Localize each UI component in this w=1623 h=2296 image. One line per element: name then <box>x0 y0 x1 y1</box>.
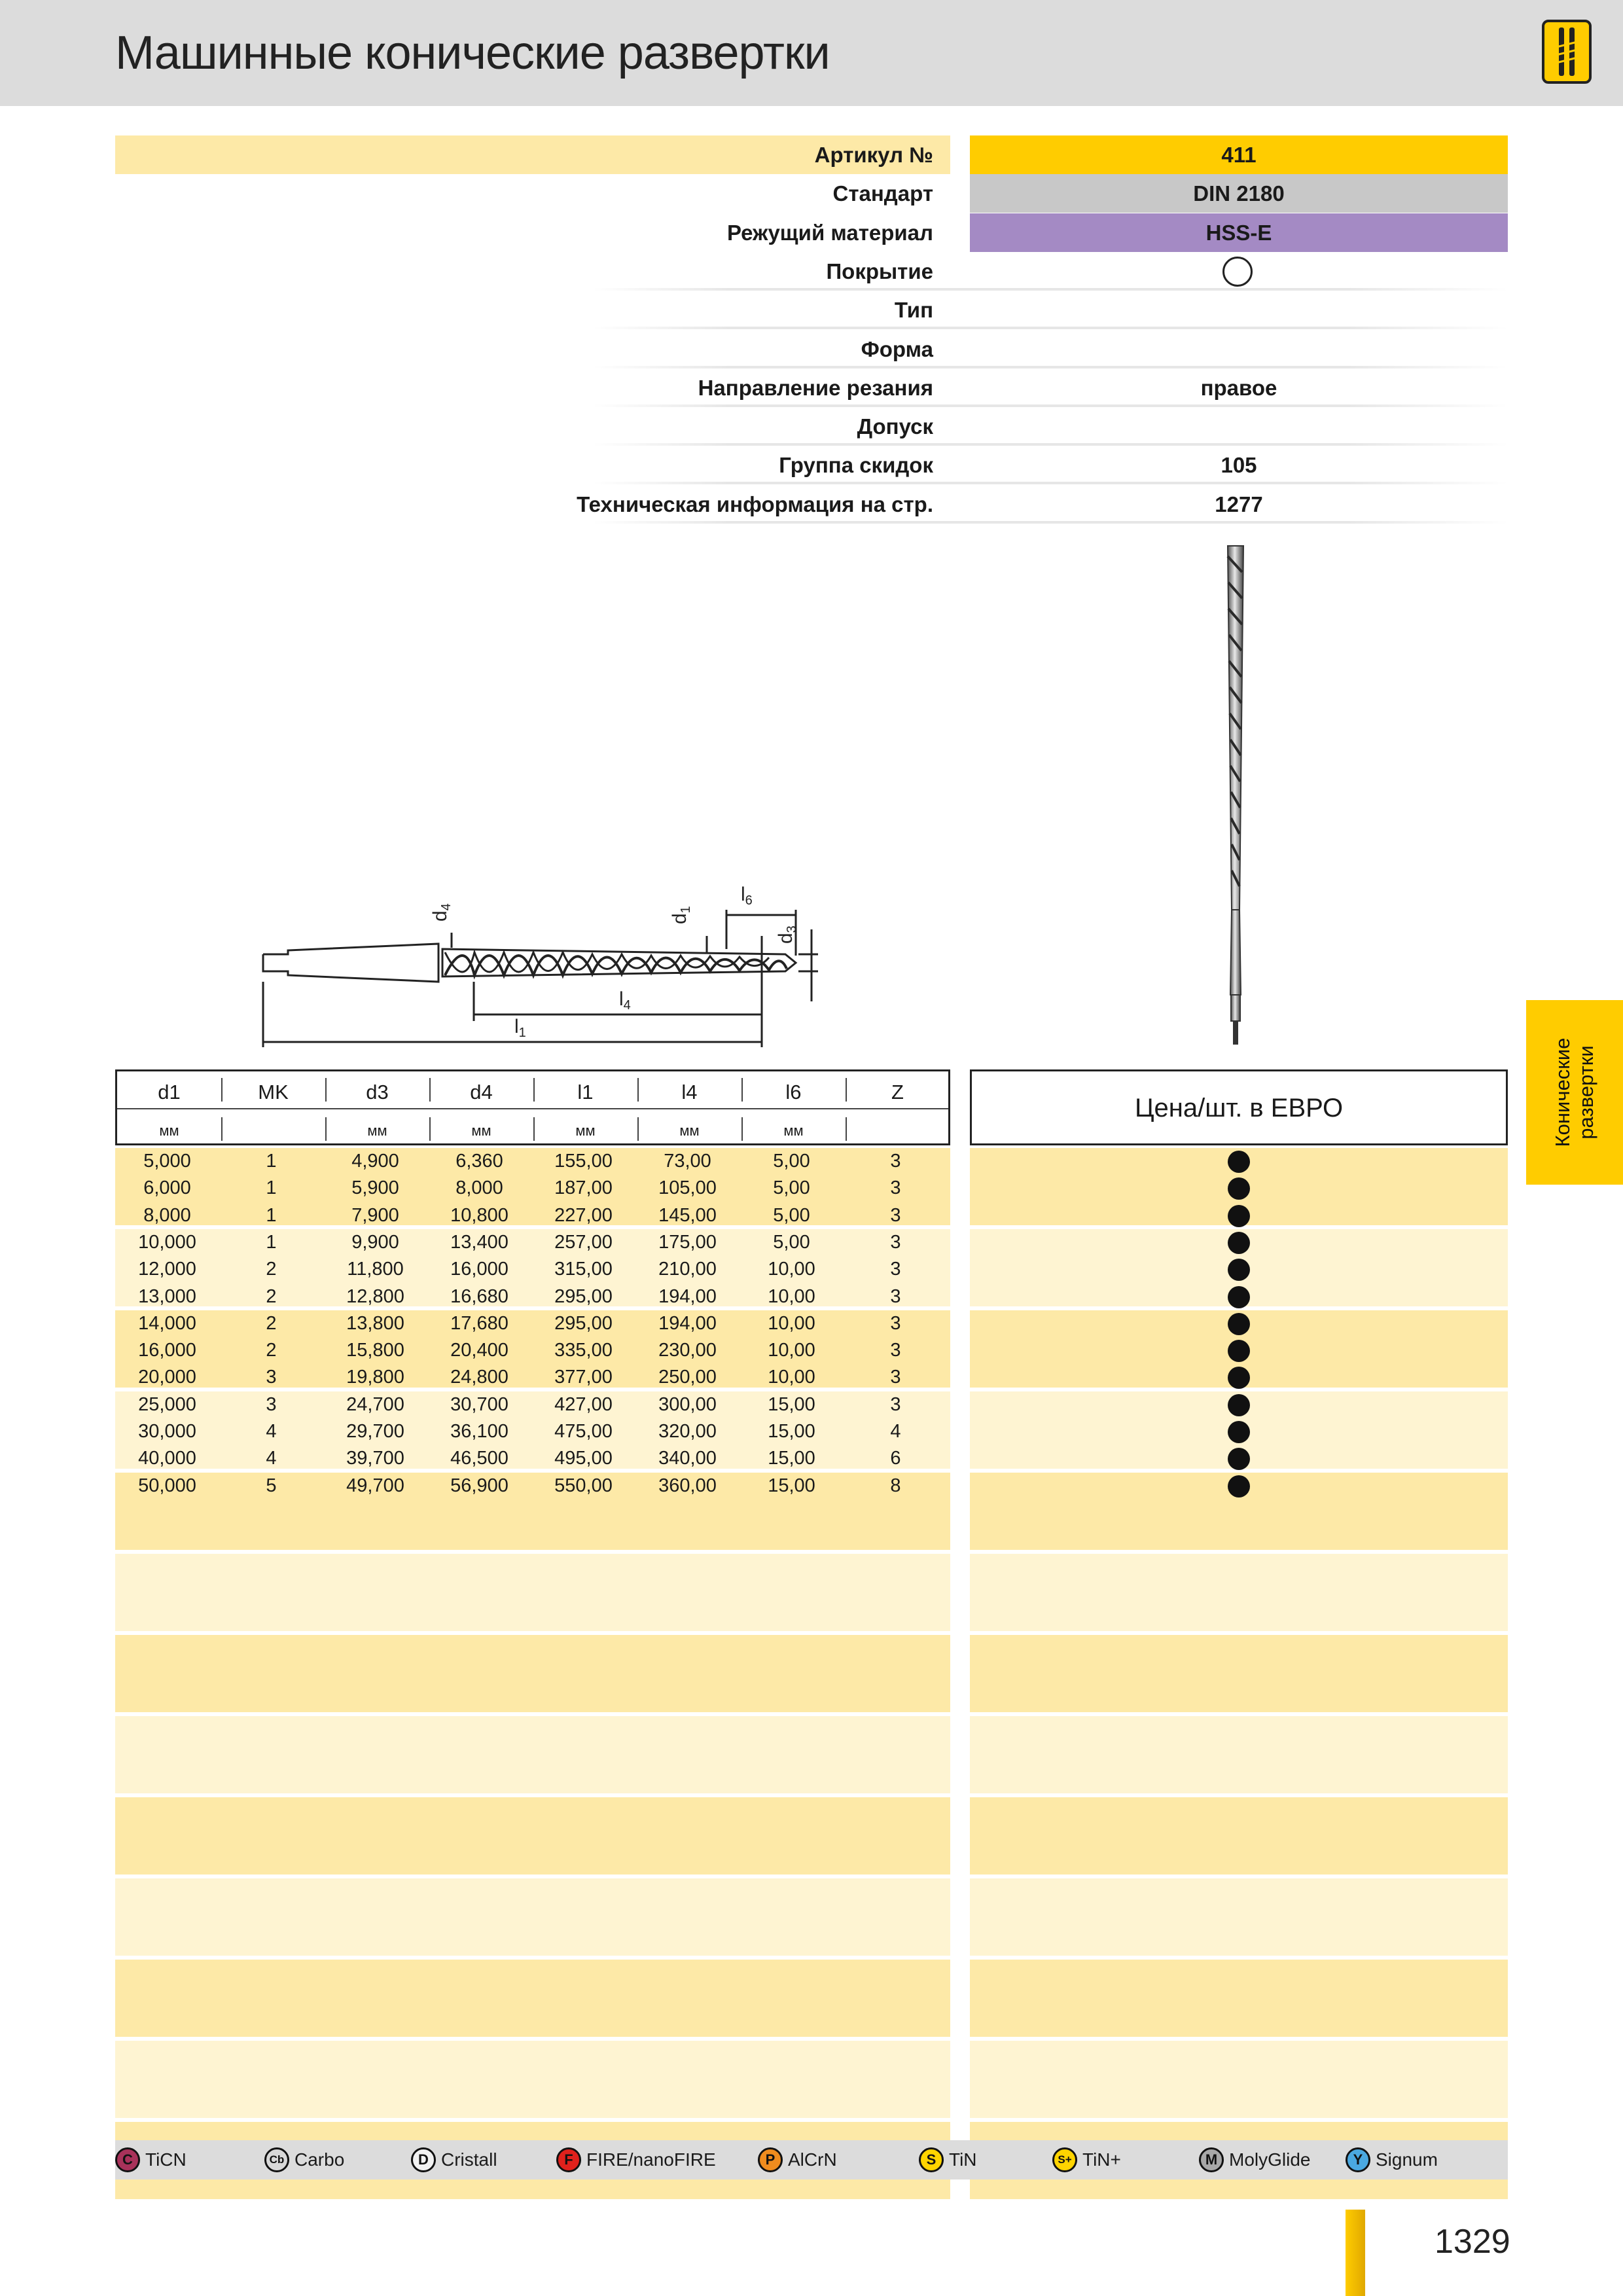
page-marker <box>1346 2210 1365 2296</box>
legend-label: FIRE/nanoFIRE <box>586 2149 716 2170</box>
table-cell: 2 <box>266 1312 277 1334</box>
table-cell: 3 <box>890 1393 901 1415</box>
property-row <box>115 485 1508 524</box>
table-cell: 3 <box>890 1312 901 1334</box>
table-cell: 40,000 <box>138 1448 196 1469</box>
table-cell: 13,000 <box>138 1285 196 1307</box>
filled-dot-icon[interactable] <box>1228 1340 1250 1362</box>
table-cell: 15,800 <box>346 1340 404 1361</box>
coating-badge-icon: Y <box>1346 2147 1370 2172</box>
table-cell: 25,000 <box>138 1393 196 1415</box>
filled-dot-icon[interactable] <box>1228 1232 1250 1254</box>
table-cell: 187,00 <box>554 1177 613 1199</box>
table-cell: 8,000 <box>143 1204 191 1226</box>
table-cell: 550,00 <box>554 1475 613 1496</box>
table-cell: 360,00 <box>658 1475 717 1496</box>
table-cell: 5 <box>266 1475 277 1496</box>
row-separator <box>970 521 1508 524</box>
property-label: Допуск <box>857 414 933 439</box>
property-label: Направление резания <box>698 375 933 400</box>
table-band <box>115 1554 950 1631</box>
column-divider <box>741 1078 743 1102</box>
property-label: Форма <box>861 336 933 361</box>
table-row <box>115 1256 950 1283</box>
table-cell: 377,00 <box>554 1367 613 1388</box>
table-cell: 427,00 <box>554 1393 613 1415</box>
table-band <box>115 1797 950 1874</box>
column-name: l1 <box>577 1081 594 1103</box>
table-cell: 295,00 <box>554 1312 613 1334</box>
table-cell: 3 <box>890 1259 901 1280</box>
table-band <box>970 1554 1508 1631</box>
table-row <box>115 1473 950 1499</box>
table-cell: 2 <box>266 1259 277 1280</box>
table-row <box>115 1310 950 1337</box>
legend-label: TiN+ <box>1082 2149 1121 2170</box>
table-cell: 17,680 <box>450 1312 508 1334</box>
table-cell: 10,00 <box>768 1312 815 1334</box>
column-header <box>429 1071 533 1143</box>
svg-text:d1: $d_1$ <box>669 906 693 924</box>
table-cell: 3 <box>890 1285 901 1307</box>
table-cell: 20,000 <box>138 1367 196 1388</box>
filled-dot-icon[interactable] <box>1228 1286 1250 1308</box>
table-cell: 145,00 <box>658 1204 717 1226</box>
table-band <box>970 2041 1508 2118</box>
column-name: d1 <box>158 1081 181 1103</box>
svg-text:d4: $d_4$ <box>429 903 454 922</box>
table-cell: 13,800 <box>346 1312 404 1334</box>
property-value: 1277 <box>1215 492 1263 516</box>
table-band <box>115 1878 950 1956</box>
reamer-dimension-drawing <box>249 870 825 1060</box>
table-cell: 12,000 <box>138 1259 196 1280</box>
property-value <box>970 291 1508 329</box>
column-header <box>846 1071 950 1143</box>
reamer-tool-icon <box>1542 20 1592 84</box>
column-divider <box>429 1117 431 1141</box>
table-cell: 15,00 <box>768 1393 815 1415</box>
table-cell: 315,00 <box>554 1259 613 1280</box>
property-label: Техническая информация на стр. <box>577 492 933 516</box>
table-cell: 5,00 <box>773 1204 810 1226</box>
column-divider <box>325 1078 327 1102</box>
dimensions-table-header <box>115 1069 950 1145</box>
table-band <box>970 1797 1508 1874</box>
property-value: 105 <box>1221 453 1257 478</box>
legend-label: TiCN <box>145 2149 187 2170</box>
table-cell: 4 <box>890 1421 901 1442</box>
table-cell: 320,00 <box>658 1421 717 1442</box>
legend-label: TiN <box>949 2149 977 2170</box>
column-unit: мм <box>159 1122 179 1139</box>
column-unit: мм <box>679 1122 700 1139</box>
empty-circle-icon <box>1222 257 1253 287</box>
column-divider <box>221 1117 223 1141</box>
table-cell: 14,000 <box>138 1312 196 1334</box>
table-cell: 210,00 <box>658 1259 717 1280</box>
table-cell: 10,00 <box>768 1259 815 1280</box>
table-cell: 6,000 <box>143 1177 191 1199</box>
column-name: l6 <box>785 1081 802 1103</box>
table-cell: 105,00 <box>658 1177 717 1199</box>
column-unit: мм <box>471 1122 491 1139</box>
property-label: Режущий материал <box>726 220 933 245</box>
section-tab-label: Конические развертки <box>1551 1037 1597 1147</box>
svg-text:d3: $d_3$ <box>775 925 799 944</box>
section-tab[interactable] <box>1526 1000 1623 1185</box>
column-header <box>117 1071 221 1143</box>
table-cell: 10,800 <box>450 1204 508 1226</box>
property-label: Покрытие <box>826 259 933 283</box>
table-cell: 1 <box>266 1177 277 1199</box>
table-cell: 50,000 <box>138 1475 196 1496</box>
column-divider <box>325 1117 327 1141</box>
table-row <box>115 1364 950 1391</box>
table-cell: 8,000 <box>455 1177 503 1199</box>
column-name: MK <box>258 1081 289 1103</box>
table-cell: 15,00 <box>768 1475 815 1496</box>
table-cell: 73,00 <box>664 1151 711 1172</box>
table-band <box>115 1635 950 1712</box>
table-cell: 5,00 <box>773 1177 810 1199</box>
table-cell: 10,00 <box>768 1285 815 1307</box>
filled-dot-icon[interactable] <box>1228 1259 1250 1281</box>
reamer-photo <box>1216 543 1255 1049</box>
table-cell: 39,700 <box>346 1448 404 1469</box>
table-cell: 227,00 <box>554 1204 613 1226</box>
column-header <box>741 1071 846 1143</box>
table-cell: 335,00 <box>554 1340 613 1361</box>
property-value <box>970 407 1508 446</box>
table-band <box>970 1960 1508 2037</box>
column-name: l4 <box>681 1081 698 1103</box>
coating-badge-icon: S+ <box>1052 2147 1077 2172</box>
coating-badge-icon: M <box>1199 2147 1224 2172</box>
property-label: Группа скидок <box>779 453 933 478</box>
svg-text:l1: $l_1$ <box>514 1016 526 1040</box>
property-label: Стандарт <box>832 181 933 206</box>
legend-label: Cristall <box>441 2149 497 2170</box>
property-label: Артикул № <box>814 143 933 167</box>
coating-badge-icon: C <box>115 2147 140 2172</box>
column-divider <box>637 1078 639 1102</box>
table-cell: 5,00 <box>773 1231 810 1253</box>
coating-legend <box>115 2140 1508 2179</box>
table-cell: 475,00 <box>554 1421 613 1442</box>
table-cell: 12,800 <box>346 1285 404 1307</box>
table-row <box>115 1175 950 1202</box>
table-cell: 10,00 <box>768 1367 815 1388</box>
coating-badge-icon: D <box>411 2147 436 2172</box>
table-cell: 16,000 <box>138 1340 196 1361</box>
table-cell: 250,00 <box>658 1367 717 1388</box>
legend-label: AlCrN <box>788 2149 837 2170</box>
table-cell: 49,700 <box>346 1475 404 1496</box>
coating-badge-icon: S <box>919 2147 944 2172</box>
table-row <box>115 1229 950 1256</box>
property-value: правое <box>1200 375 1277 400</box>
table-cell: 5,000 <box>143 1151 191 1172</box>
table-band <box>970 1878 1508 1956</box>
table-band <box>115 1960 950 2037</box>
table-cell: 1 <box>266 1204 277 1226</box>
svg-text:l6: $l_6$ <box>741 884 753 908</box>
price-header-label: Цена/шт. в ЕВРО <box>1134 1094 1344 1122</box>
filled-dot-icon[interactable] <box>1228 1205 1250 1227</box>
table-cell: 3 <box>890 1340 901 1361</box>
filled-dot-icon[interactable] <box>1228 1313 1250 1335</box>
table-cell: 2 <box>266 1340 277 1361</box>
table-cell: 6 <box>890 1448 901 1469</box>
property-row <box>115 135 1508 174</box>
filled-dot-icon[interactable] <box>1228 1151 1250 1173</box>
table-cell: 1 <box>266 1151 277 1172</box>
table-cell: 24,800 <box>450 1367 508 1388</box>
table-cell: 155,00 <box>554 1151 613 1172</box>
column-divider <box>846 1078 847 1102</box>
table-row <box>115 1337 950 1364</box>
svg-text:l4: $l_4$ <box>619 988 631 1013</box>
table-cell: 20,400 <box>450 1340 508 1361</box>
table-cell: 3 <box>890 1177 901 1199</box>
column-unit: мм <box>367 1122 387 1139</box>
table-cell: 11,800 <box>347 1259 404 1280</box>
property-value: DIN 2180 <box>970 174 1508 213</box>
table-cell: 194,00 <box>658 1285 717 1307</box>
table-cell: 19,800 <box>346 1367 404 1388</box>
table-row <box>115 1283 950 1310</box>
column-divider <box>741 1117 743 1141</box>
property-row <box>115 291 1508 329</box>
filled-dot-icon[interactable] <box>1228 1475 1250 1498</box>
table-cell: 3 <box>890 1204 901 1226</box>
price-column-header <box>970 1069 1508 1145</box>
table-row <box>115 1418 950 1445</box>
table-row <box>115 1202 950 1229</box>
filled-dot-icon[interactable] <box>1228 1394 1250 1416</box>
column-name: d4 <box>470 1081 493 1103</box>
column-header <box>533 1071 637 1143</box>
table-cell: 2 <box>266 1285 277 1307</box>
table-cell: 10,00 <box>768 1340 815 1361</box>
table-cell: 3 <box>890 1367 901 1388</box>
column-name: d3 <box>366 1081 389 1103</box>
property-label: Тип <box>894 298 933 323</box>
property-value: 411 <box>970 135 1508 174</box>
table-cell: 16,000 <box>450 1259 508 1280</box>
table-cell: 10,000 <box>138 1231 196 1253</box>
table-cell: 4 <box>266 1421 277 1442</box>
table-cell: 3 <box>890 1151 901 1172</box>
table-cell: 30,000 <box>138 1421 196 1442</box>
table-band <box>115 1716 950 1793</box>
column-unit: мм <box>575 1122 596 1139</box>
property-row <box>115 174 1508 213</box>
table-cell: 56,900 <box>450 1475 508 1496</box>
table-cell: 295,00 <box>554 1285 613 1307</box>
column-name: Z <box>891 1081 904 1103</box>
table-row <box>115 1391 950 1418</box>
table-cell: 3 <box>266 1393 277 1415</box>
column-divider <box>533 1078 535 1102</box>
column-divider <box>533 1117 535 1141</box>
table-band <box>970 1635 1508 1712</box>
property-row <box>115 252 1508 291</box>
column-header <box>221 1071 325 1143</box>
table-cell: 5,00 <box>773 1151 810 1172</box>
column-header <box>325 1071 429 1143</box>
page-number: 1329 <box>1435 2223 1510 2261</box>
table-cell: 24,700 <box>346 1393 404 1415</box>
table-cell: 6,360 <box>455 1151 503 1172</box>
table-cell: 30,700 <box>450 1393 508 1415</box>
property-row <box>115 368 1508 407</box>
column-divider <box>221 1078 223 1102</box>
table-cell: 340,00 <box>658 1448 717 1469</box>
column-divider <box>429 1078 431 1102</box>
table-row <box>115 1445 950 1472</box>
table-row <box>115 1148 950 1175</box>
property-row <box>115 330 1508 368</box>
property-value: HSS-E <box>970 213 1508 252</box>
table-cell: 5,900 <box>351 1177 399 1199</box>
table-cell: 495,00 <box>554 1448 613 1469</box>
legend-label: Signum <box>1376 2149 1438 2170</box>
table-cell: 9,900 <box>351 1231 399 1253</box>
table-cell: 257,00 <box>554 1231 613 1253</box>
property-row <box>115 446 1508 484</box>
table-cell: 29,700 <box>346 1421 404 1442</box>
column-divider <box>846 1117 847 1141</box>
table-cell: 46,500 <box>450 1448 508 1469</box>
page-title: Машинные конические развертки <box>115 27 830 79</box>
table-cell: 1 <box>266 1231 277 1253</box>
legend-label: MolyGlide <box>1229 2149 1311 2170</box>
table-cell: 15,00 <box>768 1421 815 1442</box>
table-cell: 194,00 <box>658 1312 717 1334</box>
property-row <box>115 407 1508 446</box>
column-divider <box>637 1117 639 1141</box>
property-row <box>115 213 1508 252</box>
legend-label: Carbo <box>294 2149 345 2170</box>
filled-dot-icon[interactable] <box>1228 1421 1250 1443</box>
table-cell: 16,680 <box>450 1285 508 1307</box>
table-cell: 4,900 <box>351 1151 399 1172</box>
table-cell: 175,00 <box>658 1231 717 1253</box>
table-cell: 13,400 <box>450 1231 508 1253</box>
column-header <box>637 1071 741 1143</box>
table-cell: 3 <box>890 1231 901 1253</box>
property-value <box>970 330 1508 368</box>
table-cell: 36,100 <box>450 1421 508 1442</box>
table-cell: 230,00 <box>658 1340 717 1361</box>
table-cell: 4 <box>266 1448 277 1469</box>
table-band <box>970 1716 1508 1793</box>
table-cell: 7,900 <box>351 1204 399 1226</box>
table-cell: 8 <box>890 1475 901 1496</box>
table-cell: 15,00 <box>768 1448 815 1469</box>
coating-badge-icon: Cb <box>264 2147 289 2172</box>
table-cell: 300,00 <box>658 1393 717 1415</box>
coating-badge-icon: P <box>758 2147 783 2172</box>
column-unit: мм <box>783 1122 804 1139</box>
table-cell: 3 <box>266 1367 277 1388</box>
table-band <box>115 2041 950 2118</box>
coating-badge-icon: F <box>556 2147 581 2172</box>
